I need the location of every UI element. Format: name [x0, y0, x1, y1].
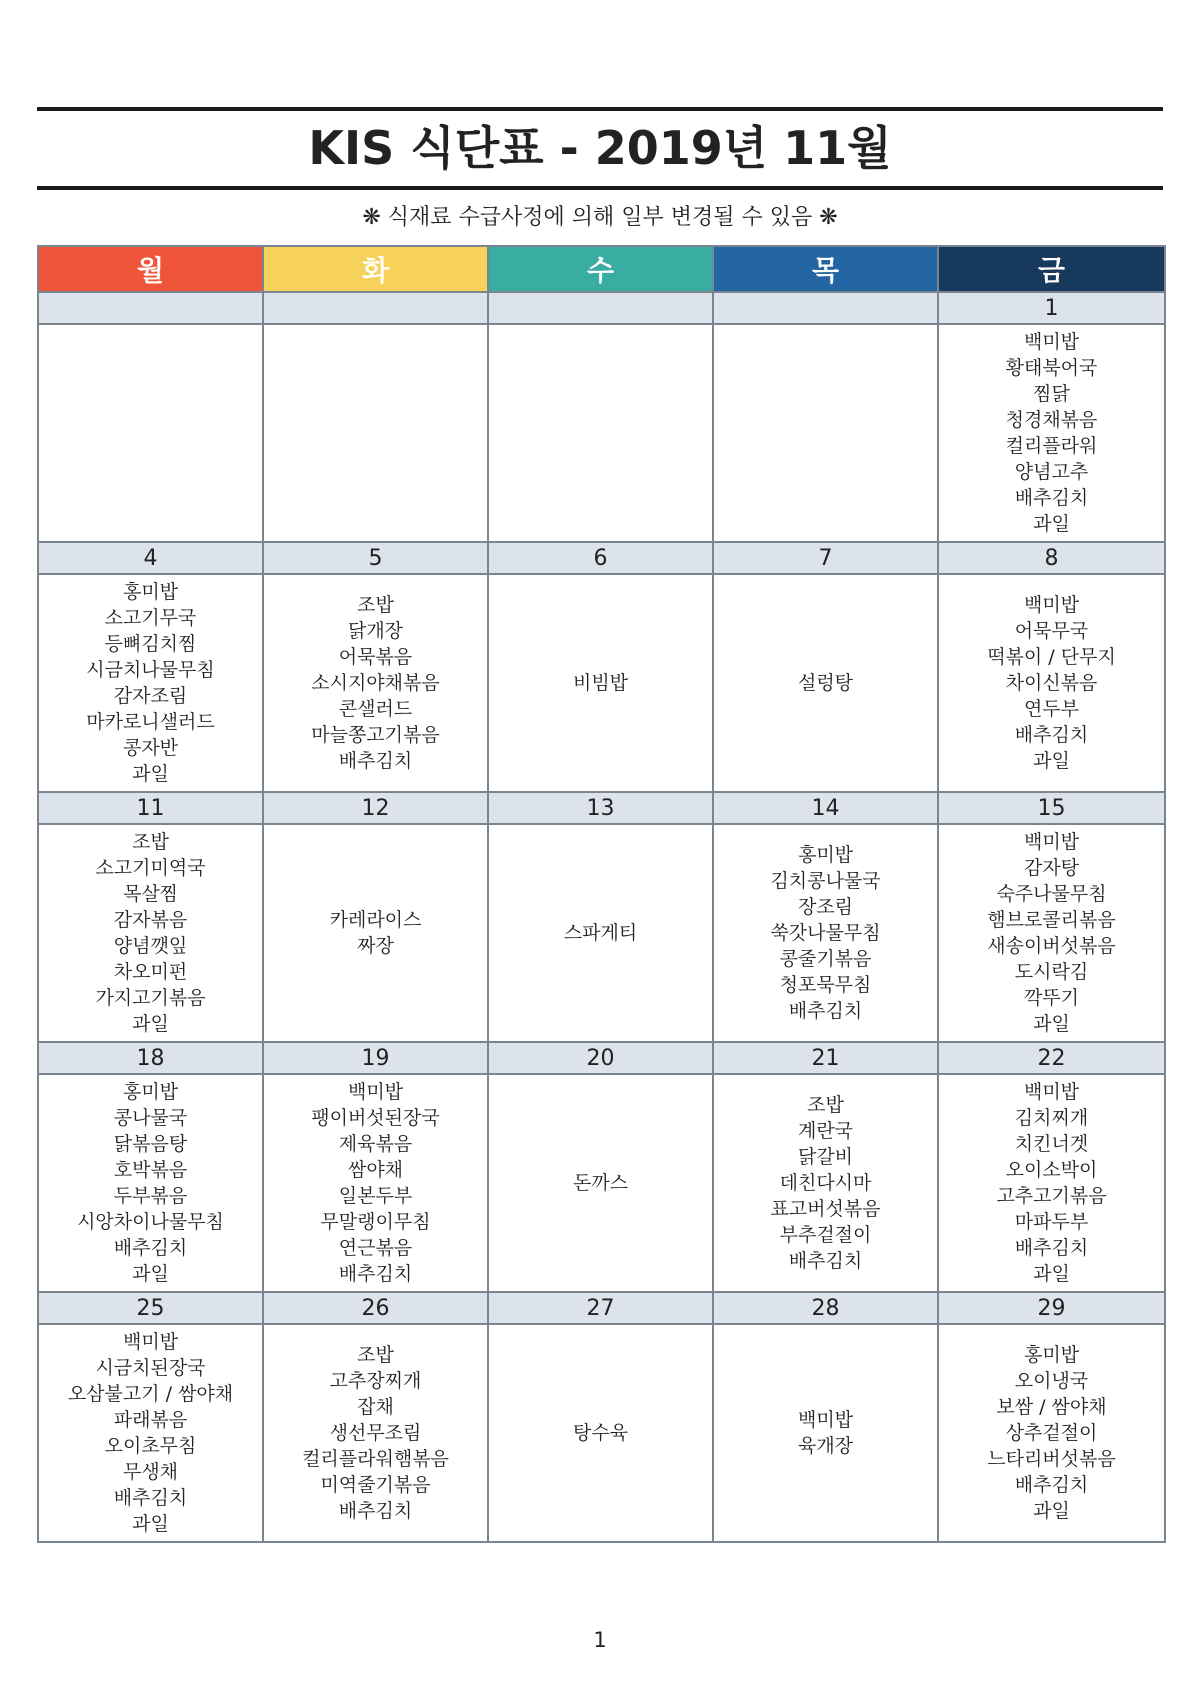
menu-item: 설렁탕 [797, 672, 854, 694]
menu-item: 배추김치 [338, 1263, 413, 1285]
date-cell [488, 292, 713, 324]
menu-item: 마늘쫑고기볶음 [311, 724, 440, 746]
menu-item: 배추김치 [1014, 1237, 1089, 1259]
menu-cell [713, 574, 938, 792]
menu-item: 깍뚜기 [1023, 987, 1080, 1009]
menu-item: 소시지야채볶음 [311, 672, 440, 694]
menu-cell [938, 324, 1165, 542]
menu-item: 조밥 [132, 831, 169, 853]
menu-item: 가지고기볶음 [95, 987, 206, 1009]
menu-item: 표고버섯볶음 [770, 1198, 881, 1220]
menu-item: 감자탕 [1023, 857, 1080, 879]
menu-item: 조밥 [357, 1344, 394, 1366]
menu-item: 도시락김 [1014, 961, 1089, 983]
menu-item: 파래볶음 [113, 1409, 188, 1431]
menu-item: 홍미밥 [122, 581, 179, 603]
menu-item: 청포묵무침 [779, 974, 872, 996]
menu-cell [938, 1324, 1165, 1542]
menu-item: 백미밥 [1023, 831, 1080, 853]
menu-item: 과일 [1033, 1263, 1070, 1285]
weekday-header-row [38, 246, 1165, 292]
menu-cell [938, 1074, 1165, 1292]
date-cell: 14 [713, 792, 938, 824]
menu-item: 과일 [1033, 1013, 1070, 1035]
menu-cell [263, 1074, 488, 1292]
date-row [38, 792, 1165, 824]
menu-item: 연두부 [1023, 698, 1080, 720]
menu-item: 오이냉국 [1014, 1370, 1089, 1392]
menu-cell [488, 324, 713, 542]
menu-item: 생선무조림 [329, 1422, 422, 1444]
menu-item: 탕수육 [572, 1422, 629, 1444]
menu-cell [263, 574, 488, 792]
date-row [38, 292, 1165, 324]
date-cell: 13 [488, 792, 713, 824]
menu-item: 목살찜 [122, 883, 179, 905]
title-bottom-rule [37, 186, 1163, 190]
menu-item: 고추고기볶음 [996, 1185, 1107, 1207]
menu-item: 컬리플라워햄볶음 [302, 1448, 449, 1470]
menu-item: 시앙차이나물무침 [77, 1211, 224, 1233]
menu-item: 두부볶음 [113, 1185, 188, 1207]
menu-item: 과일 [132, 1513, 169, 1535]
weekday-header-wed: 수 [488, 246, 713, 292]
date-cell: 5 [263, 542, 488, 574]
menu-cell [38, 824, 263, 1042]
menu-row [38, 824, 1165, 1042]
menu-item: 무생채 [122, 1461, 179, 1483]
menu-item: 마카로니샐러드 [86, 711, 215, 733]
menu-cell [713, 1324, 938, 1542]
date-cell: 4 [38, 542, 263, 574]
menu-cell [938, 574, 1165, 792]
menu-item: 마파두부 [1014, 1211, 1089, 1233]
menu-item: 청경채볶음 [1005, 409, 1098, 431]
menu-item: 조밥 [357, 594, 394, 616]
menu-item: 백미밥 [797, 1409, 854, 1431]
menu-item: 홍미밥 [1023, 1344, 1080, 1366]
menu-item: 콩나물국 [113, 1107, 188, 1129]
date-cell: 29 [938, 1292, 1165, 1324]
menu-item: 데친다시마 [779, 1172, 872, 1194]
menu-item: 홍미밥 [122, 1081, 179, 1103]
menu-item: 쑥갓나물무침 [770, 922, 881, 944]
date-cell: 26 [263, 1292, 488, 1324]
weekday-header-tue: 화 [263, 246, 488, 292]
menu-item: 돈까스 [572, 1172, 629, 1194]
weekday-header-mon: 월 [38, 246, 263, 292]
date-cell: 25 [38, 1292, 263, 1324]
menu-item: 백미밥 [1023, 331, 1080, 353]
menu-item: 비빔밥 [572, 672, 629, 694]
menu-item: 느타리버섯볶음 [987, 1448, 1116, 1470]
menu-item: 감자볶음 [113, 909, 188, 931]
menu-item: 과일 [132, 1013, 169, 1035]
date-cell: 12 [263, 792, 488, 824]
menu-item: 배추김치 [788, 1250, 863, 1272]
menu-item: 미역줄기볶음 [320, 1474, 431, 1496]
weekday-header-thu: 목 [713, 246, 938, 292]
menu-cell [938, 824, 1165, 1042]
menu-cell [488, 1074, 713, 1292]
menu-item: 연근볶음 [338, 1237, 413, 1259]
menu-item: 컬리플라워 [1005, 435, 1098, 457]
date-cell: 6 [488, 542, 713, 574]
menu-cell [488, 1324, 713, 1542]
menu-item: 배추김치 [788, 1000, 863, 1022]
menu-cell [263, 1324, 488, 1542]
date-cell: 18 [38, 1042, 263, 1074]
menu-item: 배추김치 [338, 1500, 413, 1522]
date-cell: 28 [713, 1292, 938, 1324]
menu-cell [38, 574, 263, 792]
menu-cell [38, 1074, 263, 1292]
menu-item: 소고기무국 [104, 607, 197, 629]
menu-item: 부추겉절이 [779, 1224, 872, 1246]
menu-item: 시금치된장국 [95, 1357, 206, 1379]
menu-cell [263, 324, 488, 542]
menu-item: 짜장 [357, 935, 394, 957]
menu-item: 차오미펀 [113, 961, 188, 983]
menu-item: 떡볶이 / 단무지 [987, 646, 1116, 668]
menu-item: 잡채 [357, 1396, 394, 1418]
menu-cell [713, 824, 938, 1042]
menu-item: 장조림 [797, 896, 854, 918]
menu-item: 차이신볶음 [1005, 672, 1098, 694]
menu-item: 어묵볶음 [338, 646, 413, 668]
date-cell: 19 [263, 1042, 488, 1074]
menu-row [38, 1324, 1165, 1542]
menu-cell [488, 824, 713, 1042]
date-cell: 22 [938, 1042, 1165, 1074]
date-cell: 27 [488, 1292, 713, 1324]
date-cell: 15 [938, 792, 1165, 824]
menu-item: 백미밥 [1023, 594, 1080, 616]
menu-item: 과일 [1033, 1500, 1070, 1522]
date-row [38, 542, 1165, 574]
menu-cell [713, 1074, 938, 1292]
menu-item: 과일 [132, 1263, 169, 1285]
menu-row [38, 574, 1165, 792]
date-cell: 7 [713, 542, 938, 574]
menu-item: 계란국 [797, 1120, 854, 1142]
menu-cell [713, 324, 938, 542]
menu-item: 무말랭이무침 [320, 1211, 431, 1233]
menu-item: 스파게티 [563, 922, 638, 944]
weekday-header-fri: 금 [938, 246, 1165, 292]
menu-row [38, 1074, 1165, 1292]
date-row [38, 1292, 1165, 1324]
date-cell [263, 292, 488, 324]
menu-item: 조밥 [807, 1094, 844, 1116]
menu-item: 콩줄기볶음 [779, 948, 872, 970]
menu-item: 오이소박이 [1005, 1159, 1098, 1181]
menu-item: 황태북어국 [1005, 357, 1098, 379]
menu-item: 등뼈김치찜 [104, 633, 197, 655]
menu-item: 홍미밥 [797, 844, 854, 866]
date-row [38, 1042, 1165, 1074]
menu-item: 과일 [1033, 513, 1070, 535]
menu-item: 닭개장 [347, 620, 404, 642]
menu-item: 양념고추 [1014, 461, 1089, 483]
menu-item: 호박볶음 [113, 1159, 188, 1181]
menu-item: 오삼불고기 / 쌈야채 [67, 1383, 234, 1405]
notice-text: ❋ 식재료 수급사정에 의해 일부 변경될 수 있음 ❋ [362, 205, 838, 230]
date-cell [713, 292, 938, 324]
menu-item: 고추장찌개 [329, 1370, 422, 1392]
menu-item: 배추김치 [113, 1237, 188, 1259]
menu-item: 일본두부 [338, 1185, 413, 1207]
menu-item: 배추김치 [113, 1487, 188, 1509]
menu-cell [263, 824, 488, 1042]
menu-item: 배추김치 [338, 750, 413, 772]
menu-item: 닭갈비 [797, 1146, 854, 1168]
menu-item: 닭볶음탕 [113, 1133, 188, 1155]
menu-item: 오이초무침 [104, 1435, 197, 1457]
page-number: 1 [593, 1628, 607, 1652]
menu-item: 카레라이스 [329, 909, 422, 931]
menu-item: 햄브로콜리볶음 [987, 909, 1116, 931]
title-top-rule [37, 107, 1163, 111]
menu-item: 과일 [132, 763, 169, 785]
menu-item: 양념깻잎 [113, 935, 188, 957]
menu-item: 제육볶음 [338, 1133, 413, 1155]
menu-item: 새송이버섯볶음 [987, 935, 1116, 957]
date-cell: 8 [938, 542, 1165, 574]
menu-cell [38, 1324, 263, 1542]
date-cell: 21 [713, 1042, 938, 1074]
menu-item: 김치찌개 [1014, 1107, 1089, 1129]
menu-item: 배추김치 [1014, 724, 1089, 746]
menu-item: 백미밥 [122, 1331, 179, 1353]
menu-item: 소고기미역국 [95, 857, 206, 879]
menu-item: 백미밥 [1023, 1081, 1080, 1103]
menu-table [37, 245, 1166, 1543]
date-cell: 20 [488, 1042, 713, 1074]
menu-item: 육개장 [797, 1435, 854, 1457]
menu-item: 어묵무국 [1014, 620, 1089, 642]
menu-item: 쌈야채 [347, 1159, 404, 1181]
menu-item: 감자조림 [113, 685, 188, 707]
menu-cell [488, 574, 713, 792]
date-cell: 11 [38, 792, 263, 824]
menu-item: 콘샐러드 [338, 698, 413, 720]
menu-item: 보쌈 / 쌈야채 [996, 1396, 1107, 1418]
menu-row [38, 324, 1165, 542]
menu-item: 팽이버섯된장국 [311, 1107, 440, 1129]
menu-item: 찜닭 [1033, 383, 1070, 405]
menu-item: 배추김치 [1014, 1474, 1089, 1496]
menu-item: 백미밥 [347, 1081, 404, 1103]
page-title: KIS 식단표 - 2019년 11월 [308, 121, 892, 175]
menu-item: 배추김치 [1014, 487, 1089, 509]
menu-item: 상추겉절이 [1005, 1422, 1098, 1444]
menu-item: 시금치나물무침 [86, 659, 215, 681]
menu-item: 치킨너겟 [1014, 1133, 1089, 1155]
menu-item: 과일 [1033, 750, 1070, 772]
menu-cell [38, 324, 263, 542]
menu-item: 콩자반 [122, 737, 179, 759]
menu-item: 숙주나물무침 [996, 883, 1107, 905]
menu-item: 김치콩나물국 [770, 870, 881, 892]
date-cell [38, 292, 263, 324]
date-cell: 1 [938, 292, 1165, 324]
